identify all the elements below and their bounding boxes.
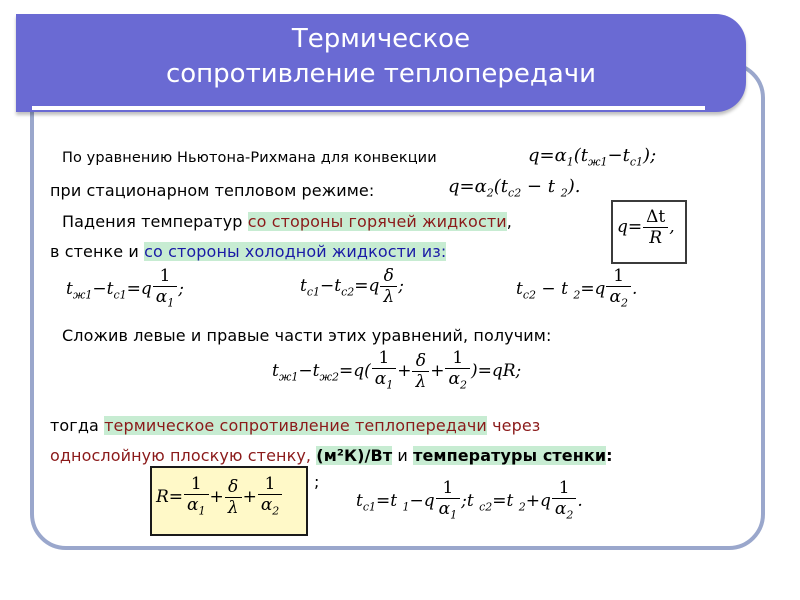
highlight-hot-side: со стороны горячей жидкости [247,212,507,231]
semicolon: ; [314,472,320,491]
text-wall-and-cold: в стенке и со стороны холодной жидкости из: [50,242,447,261]
formula-eq2: $t_{с1}-t_{с2}=q$ $\frac{\delta}{\lambda}$ ; [300,266,404,307]
formula-eq1: $t_{ж1}-t_{с1}=q$ $\frac{1}{\alpha_1}$ ; [66,266,184,310]
formula-q-alpha1: $q=\alpha_1(t_{ж1}-t_{с1})$; [528,145,657,169]
text-then-resistance: тогда термическое сопротивление теплопередачи через [50,416,541,435]
text-temp-drops: Падения температур со стороны горячей жидкости, [62,212,512,231]
title-line-1: Термическое [291,24,471,54]
formula-eq3: $t_{с2} - t$ $_2$=q $\frac{1}{\alpha_2}$ . [516,266,638,310]
formula-box-r: R= $\frac{1}{\alpha_1}$ + $\frac{\delta}{\lambda}$ + $\frac{1}{\alpha_2}$ [150,466,308,536]
title-line-2: сопротивление теплопередачи [165,59,597,89]
slide-title [16,22,746,92]
formula-q-alpha2: $q=\alpha_2(t_{с2} - t$ $_2$). [448,176,581,200]
highlight-thermal-resistance: термическое сопротивление теплопередачи [104,416,487,435]
formula-sum: $t_{ж1}-t_{ж2}=q$( $\frac{1}{\alpha_1}$ + $\frac{\delta}{\lambda}$ + $\frac{1}{\alpha_2}$ )=qR; [272,348,522,393]
formula-box-q-dt-r: q= $\frac{\Delta t}{R}$ , [611,200,687,264]
highlight-cold-side: со стороны холодной жидкости из: [144,242,447,261]
text-single-layer-wall: однослойную плоскую стенку, (м²К)/Вт и температуры стенки: [50,446,613,465]
banner-underline [32,106,705,110]
unit-label: (м²К)/Вт [316,446,393,465]
text-newton-richmann: По уравнению Ньютона-Рихмана для конвекции [62,150,437,166]
wall-temps-label: температуры стенки [413,446,607,465]
text-summing: Сложив левые и правые части этих уравнений, получим: [62,326,552,345]
formula-wall-temps: $t_{с1}=t$ $_1$−q $\frac{1}{\alpha_1}$ ;t $_{с2}$=t $_2$+q $\frac{1}{\alpha_2}$ . [356,478,583,522]
text-stationary: при стационарном тепловом режиме: [50,181,375,200]
